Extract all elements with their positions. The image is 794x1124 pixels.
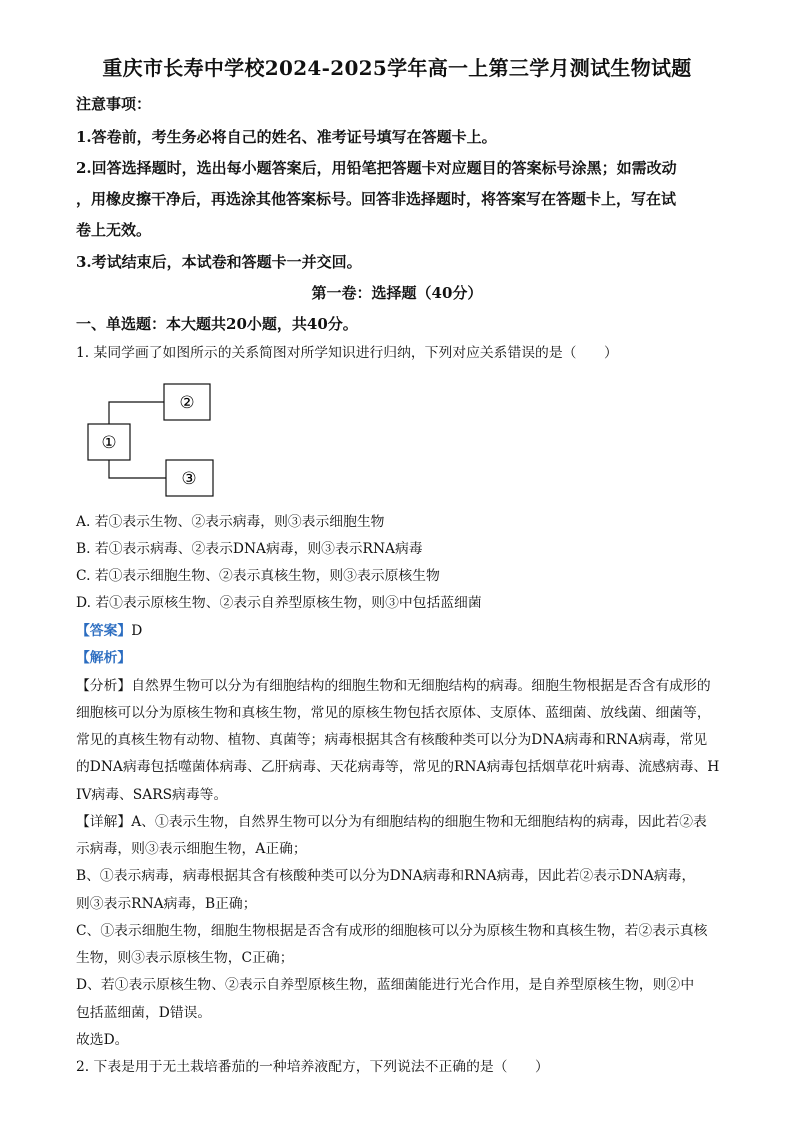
part-title: 一、单选题：本大题共20小题，共40分。 <box>76 315 358 333</box>
volume-title: 第一卷：选择题（40分） <box>311 284 483 302</box>
answer-line <box>76 622 726 640</box>
conclusion-line: 故选D。 <box>76 1032 129 1048</box>
xiangjie-a-line-1 <box>76 813 726 831</box>
option-a: A. 若①表示生物、②表示病毒，则③表示细胞生物 <box>76 514 385 530</box>
diagram-connector-lower <box>109 460 166 478</box>
page-title: 重庆市长寿中学校2024-2025学年高一上第三学月测试生物试题 <box>102 56 692 80</box>
xiangjie-a-text-1: A、①表示生物，自然界生物可以分为有细胞结构的细胞生物和无细胞结构的病毒，因此若②表 <box>131 814 707 830</box>
xiangjie-b-line-1: B、①表示病毒，病毒根据其含有核酸种类可以分为DNA病毒和RNA病毒，因此若②表示DNA病毒， <box>76 868 696 884</box>
answer-value: D <box>131 623 143 639</box>
fenxi-line-3: 常见的真核生物有动物、植物、真菌等；病毒根据其含有核酸种类可以分为DNA病毒和RNA病毒，常见 <box>76 732 708 748</box>
question-1-stem: 1. 某同学画了如图所示的关系简图对所学知识进行归纳，下列对应关系错误的是（ ） <box>76 345 618 361</box>
diagram-label-1: ① <box>101 433 117 453</box>
analysis-tag: 【解析】 <box>76 650 132 666</box>
fenxi-line-1 <box>76 677 726 695</box>
xiangjie-c-line-1: C、①表示细胞生物，细胞生物根据是否含有成形的细胞核可以分为原核生物和真核生物，若②表示真核 <box>76 923 708 939</box>
relationship-diagram <box>86 382 226 498</box>
analysis-line <box>76 649 726 667</box>
fenxi-text-1: 自然界生物可以分为有细胞结构的细胞生物和无细胞结构的病毒。细胞生物根据是否含有成形的 <box>131 678 711 694</box>
fenxi-line-2: 细胞核可以分为原核生物和真核生物，常见的原核生物包括衣原体、支原体、蓝细菌、放线菌、细菌等， <box>76 705 711 721</box>
answer-tag: 【答案】 <box>76 623 132 639</box>
notice-item-3: 3.考试结束后，本试卷和答题卡一并交回。 <box>76 253 362 271</box>
fenxi-line-5: IV病毒、SARS病毒等。 <box>76 787 228 803</box>
option-b: B. 若①表示病毒、②表示DNA病毒，则③表示RNA病毒 <box>76 541 423 557</box>
fenxi-line-4: 的DNA病毒包括噬菌体病毒、乙肝病毒、天花病毒等，常见的RNA病毒包括烟草花叶病毒、流感病毒、H <box>76 759 720 775</box>
xiangjie-a-line-2: 示病毒，则③表示细胞生物，A正确； <box>76 841 307 857</box>
question-2-stem: 2. 下表是用于无土栽培番茄的一种培养液配方，下列说法不正确的是（ ） <box>76 1059 549 1075</box>
notice-item-2-line-3: 卷上无效。 <box>76 221 152 239</box>
notice-item-2-line-2: ，用橡皮擦干净后，再选涂其他答案标号。回答非选择题时，将答案写在答题卡上，写在试 <box>76 190 677 208</box>
xiangjie-d-line-2: 包括蓝细菌，D错误。 <box>76 1005 212 1021</box>
fenxi-tag: 【分析】 <box>76 678 132 694</box>
diagram-label-2: ② <box>179 393 195 413</box>
xiangjie-d-line-1: D、若①表示原核生物、②表示自养型原核生物，蓝细菌能进行光合作用，是自养型原核生物，则②中 <box>76 977 695 993</box>
diagram-connector-upper <box>109 402 164 424</box>
xiangjie-c-line-2: 生物，则③表示原核生物，C正确； <box>76 950 294 966</box>
diagram-label-3: ③ <box>181 469 197 489</box>
option-d: D. 若①表示原核生物、②表示自养型原核生物，则③中包括蓝细菌 <box>76 595 482 611</box>
notice-item-2-line-1: 2.回答选择题时，选出每小题答案后，用铅笔把答题卡对应题目的答案标号涂黑；如需改动 <box>76 159 677 177</box>
xiangjie-tag: 【详解】 <box>76 814 132 830</box>
option-c: C. 若①表示细胞生物、②表示真核生物，则③表示原核生物 <box>76 568 440 584</box>
notice-heading: 注意事项： <box>76 95 152 113</box>
xiangjie-b-line-2: 则③表示RNA病毒，B正确； <box>76 896 257 912</box>
notice-item-1: 1.答卷前，考生务必将自己的姓名、准考证号填写在答题卡上。 <box>76 128 497 146</box>
